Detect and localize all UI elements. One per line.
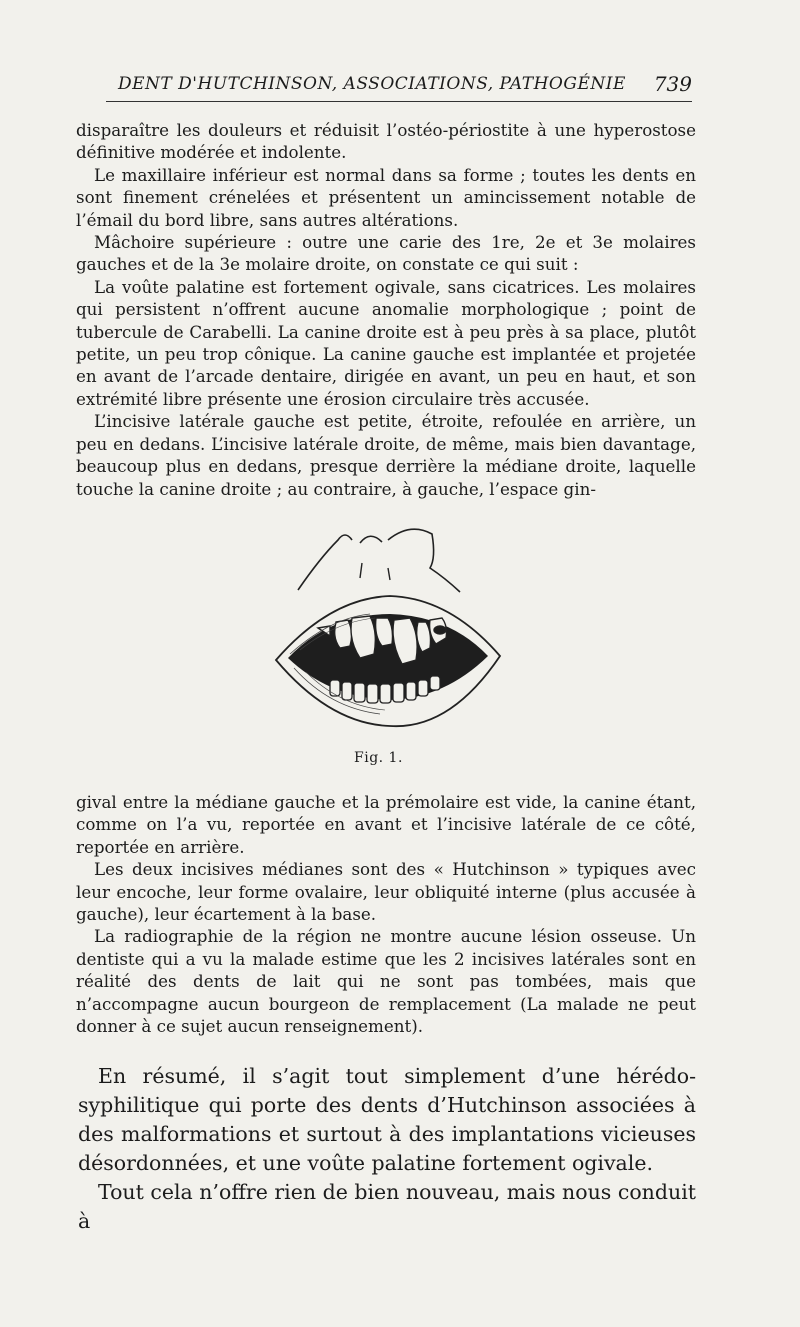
figure-caption: Fig. 1. [354,750,403,766]
running-title: DENT D'HUTCHINSON, ASSOCIATIONS, PATHOGÉNIE [118,74,626,94]
body-text-bottom [76,791,696,1037]
paragraph: Mâchoire supérieure : outre une carie des 1re, 2e et 3e molaires gauches et de la 3e molaire droite, on constate ce qui suit : [76,232,696,275]
paragraph: La radiographie de la région ne montre aucune lésion osseuse. Un dentiste qui a vu la malade estime que les 2 incisives latérales sont en réalité des dents de lait qui ne sont pas tombées, mais que n’accompagne aucun bourgeon de remplacement (La malade ne peut donner à ce sujet aucun renseignement). [76,926,696,1037]
body-text-top [76,119,696,500]
dental-illustration [270,518,510,738]
paragraph: Le maxillaire inférieur est normal dans sa forme ; toutes les dents en sont finement crénelées et présentent un amincissement notable de l’émail du bord libre, sans autres altérations. [76,164,696,230]
body-text-large [78,1062,696,1236]
paragraph: Tout cela n’offre rien de bien nouveau, mais nous conduit à [78,1180,696,1233]
mouth-teeth-drawing [270,518,510,738]
header-rule [106,101,692,102]
paragraph: En résumé, il s’agit tout simplement d’une hérédo-syphilitique qui porte des dents d’Hutchinson associées à des malformations et surtout à des implantations vicieuses désordonnées, et une voûte palatine fortement ogivale. [78,1064,696,1175]
paragraph: disparaître les douleurs et réduisit l’ostéo-périostite à une hyperostose définitive modérée et indolente. [76,120,696,163]
page-number: 739 [653,72,692,96]
paragraph: La voûte palatine est fortement ogivale, sans cicatrices. Les molaires qui persistent n’offrent aucune anomalie morphologique ; point de tubercule de Carabelli. La canine droite est à peu près à sa place, plutôt petite, un peu trop cônique. La canine gauche est implantée et projetée en avant de l’arcade dentaire, dirigée en avant, un peu en haut, et son extrémité libre présente une érosion circulaire très accusée. [76,276,696,409]
paragraph: L’incisive latérale gauche est petite, étroite, refoulée en arrière, un peu en dedans. L’incisive latérale droite, de même, mais bien davantage, beaucoup plus en dedans, presque derrière la médiane droite, laquelle touche la canine droite ; au contraire, à gauche, l’espace gin- [76,411,696,499]
paragraph: gival entre la médiane gauche et la prémolaire est vide, la canine étant, comme on l’a vu, reportée en avant et l’incisive latérale de ce côté, reportée en arrière. [76,792,696,857]
running-head [70,70,700,100]
paragraph: Les deux incisives médianes sont des « Hutchinson » typiques avec leur encoche, leur forme ovalaire, leur obliquité interne (plus accusée à gauche), leur écartement à la base. [76,859,696,925]
